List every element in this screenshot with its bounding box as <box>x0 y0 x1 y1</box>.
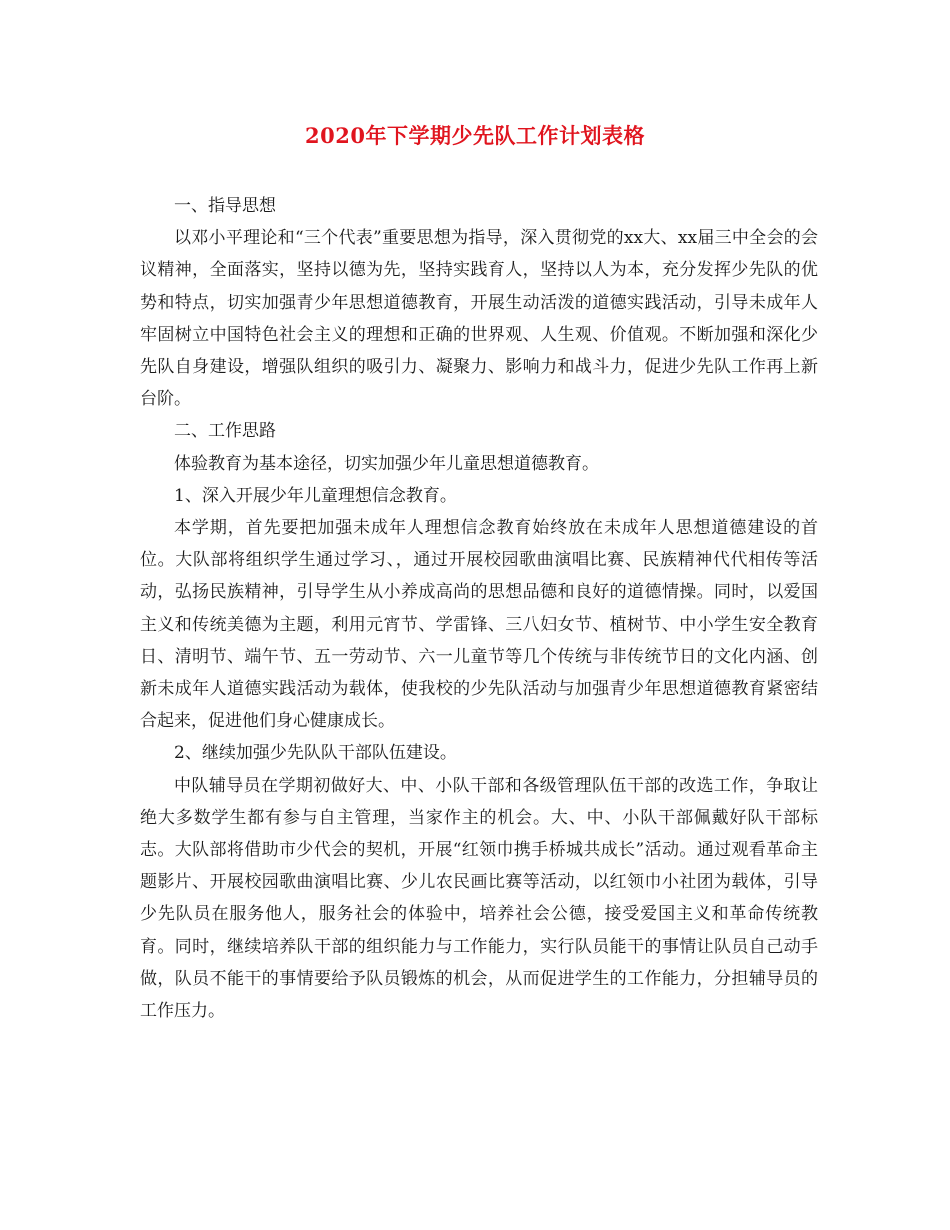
paragraph-ideals-education: 本学期，首先要把加强未成年人理想信念教育始终放在未成年人思想道德建设的首位。大队部将组织学生通过学习、，通过开展校园歌曲演唱比赛、民族精神代代相传等活动，弘扬民族精神，引导学生从小养成高尚的思想品德和良好的道德情操。同时，以爱国主义和传统美德为主题，利用元宵节、学雷锋、三八妇女节、植树节、中小学生安全教育日、清明节、端午节、五一劳动节、六一儿童节等几个传统与非传统节日的文化内涵、创新未成年人道德实践活动为载体，使我校的少先队活动与加强青少年思想道德教育紧密结合起来，促进他们身心健康成长。 <box>140 518 818 732</box>
heading-guiding-ideology: 一、指导思想 <box>174 196 276 216</box>
document-title: 2020年下学期少先队工作计划表格 <box>305 123 645 148</box>
paragraph-cadre-building: 中队辅导员在学期初做好大、中、小队干部和各级管理队伍干部的改选工作，争取让绝大多数学生都有参与自主管理，当家作主的机会。大、中、小队干部佩戴好队干部标志。大队部将借助市少代会的契机，开展“红领巾携手桥城共成长”活动。通过观看革命主题影片、开展校园歌曲演唱比赛、少儿农民画比赛等活动，以红领巾小社团为载体，引导少先队员在服务他人，服务社会的体验中，培养社会公德，接受爱国主义和革命传统教育。同时，继续培养队干部的组织能力与工作能力，实行队员能干的事情让队员自己动手做，队员不能干的事情要给予队员锻炼的机会，从而促进学生的工作能力，分担辅导员的工作压力。 <box>140 775 818 1022</box>
paragraph-work-approach: 体验教育为基本途径，切实加强少年儿童思想道德教育。 <box>174 453 599 474</box>
subheading-cadre-building: 2、继续加强少先队队干部队伍建设。 <box>174 743 457 764</box>
heading-work-approach: 二、工作思路 <box>174 421 276 442</box>
document-body <box>140 190 818 1027</box>
subheading-ideals-education: 1、深入开展少年儿童理想信念教育。 <box>174 485 457 506</box>
paragraph-guiding-ideology: 以邓小平理论和“三个代表”重要思想为指导，深入贯彻党的xx大、xx届三中全会的会议精神，全面落实，坚持以德为先，坚持实践育人，坚持以人为本，充分发挥少先队的优势和特点，切实加强青少年思想道德教育，开展生动活泼的道德实践活动，引导未成年人牢固树立中国特色社会主义的理想和正确的世界观、人生观、价值观。不断加强和深化少先队自身建设，增强队组织的吸引力、凝聚力、影响力和战斗力，促进少先队工作再上新台阶。 <box>140 228 818 410</box>
